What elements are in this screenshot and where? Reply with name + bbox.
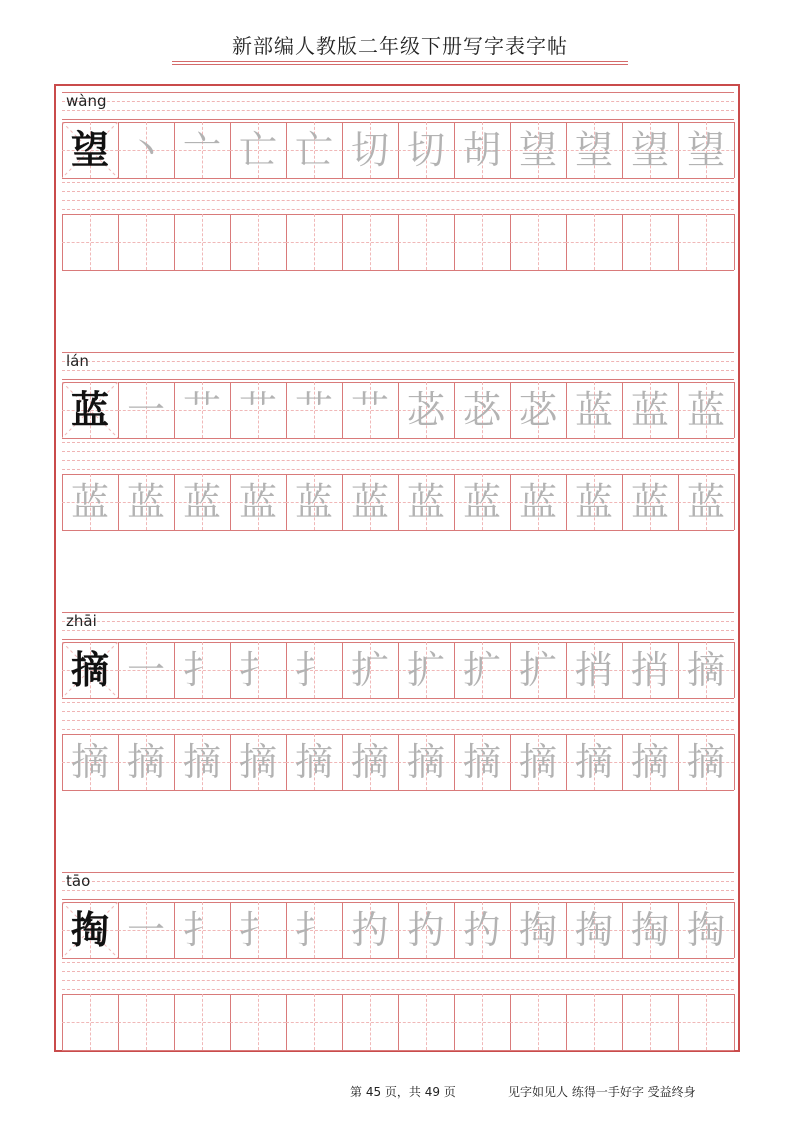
trace-character: 摘 [574,740,613,784]
trace-character [118,994,174,1050]
trace-character [62,214,118,270]
writing-cell[interactable] [566,642,622,698]
guide-line [62,209,734,210]
row-border [62,530,734,531]
trace-character: 一 [126,648,165,692]
writing-cell[interactable] [678,382,734,438]
writing-cell[interactable] [286,474,342,530]
trace-character: 蓝 [574,480,613,524]
trace-character: 捎 [574,648,613,692]
trace-character: 艹 [294,388,333,432]
guide-line [62,460,734,461]
writing-cell[interactable] [62,214,118,270]
writing-cell[interactable] [230,474,286,530]
writing-cell[interactable] [510,214,566,270]
writing-cell[interactable] [678,734,734,790]
writing-cell[interactable] [566,214,622,270]
row-border [62,1050,734,1051]
guide-line [62,711,734,712]
practice-grid [62,92,734,1132]
writing-cell[interactable] [398,642,454,698]
pinyin-guide-line [62,92,734,93]
title-underline-top [172,61,628,62]
trace-character: 摘 [686,740,725,784]
stroke-order-row [62,902,734,958]
writing-cell[interactable] [342,642,398,698]
trace-character: 扚 [350,908,389,952]
trace-character: 亡 [294,128,333,172]
pinyin-label: wàng [66,92,107,110]
writing-cell[interactable] [678,902,734,958]
writing-cell[interactable] [342,382,398,438]
row-border [62,270,734,271]
writing-cell[interactable] [454,734,510,790]
trace-character [286,994,342,1050]
guide-line [62,451,734,452]
trace-character: 捎 [630,648,669,692]
trace-character: 摘 [126,740,165,784]
trace-character: 蓝 [350,480,389,524]
model-character: 掏 [70,907,109,952]
trace-character: 望 [630,128,669,172]
writing-cell[interactable] [286,382,342,438]
writing-cell[interactable] [454,214,510,270]
trace-character: 扚 [462,908,501,952]
trace-character: 扌 [182,648,221,692]
writing-cell[interactable] [286,214,342,270]
writing-cell[interactable] [622,902,678,958]
writing-cell[interactable] [454,902,510,958]
writing-cell[interactable] [342,734,398,790]
writing-cell[interactable] [342,122,398,178]
writing-cell[interactable] [286,734,342,790]
row-border [62,790,734,791]
writing-cell[interactable] [118,994,174,1050]
pinyin-guide-line [62,101,734,102]
writing-cell[interactable] [174,122,230,178]
trace-character: 摘 [518,740,557,784]
writing-cell[interactable] [174,994,230,1050]
writing-cell[interactable] [230,382,286,438]
writing-cell[interactable] [118,902,174,958]
spacer-band [62,182,734,210]
model-character: 摘 [70,647,109,692]
trace-character [454,994,510,1050]
trace-character: 扌 [238,648,277,692]
trace-character: 摘 [462,740,501,784]
trace-character: 蓝 [126,480,165,524]
trace-character: 扌 [238,908,277,952]
writing-cell[interactable] [62,122,118,178]
writing-cell[interactable] [62,902,118,958]
writing-cell[interactable] [62,642,118,698]
writing-cell[interactable] [174,642,230,698]
pinyin-guide-line [62,379,734,380]
character-block [62,612,734,872]
trace-character: 蓝 [574,388,613,432]
row-border [62,958,734,959]
trace-character [510,994,566,1050]
trace-character: 扌 [294,648,333,692]
trace-character: 苾 [406,388,445,432]
trace-character: 蓝 [686,480,725,524]
cell-border [734,474,735,530]
cell-border [734,902,735,958]
trace-character: 摘 [686,648,725,692]
trace-character [566,994,622,1050]
writing-cell[interactable] [678,214,734,270]
writing-cell[interactable] [62,474,118,530]
trace-character: 望 [686,128,725,172]
practice-row [62,214,734,270]
writing-cell[interactable] [230,214,286,270]
title-underline-bottom [172,64,628,65]
trace-character: 掏 [574,908,613,952]
stroke-order-row [62,382,734,438]
footer-slogan: 见字如见人 练得一手好字 受益终身 [508,1085,696,1099]
trace-character: 蓝 [182,480,221,524]
trace-character: 蓝 [294,480,333,524]
writing-cell[interactable] [342,474,398,530]
pinyin-guide-line [62,352,734,353]
trace-character: 摘 [238,740,277,784]
trace-character: 摘 [182,740,221,784]
writing-cell[interactable] [510,382,566,438]
page-number: 第 45 页，共 49 页 [350,1085,456,1099]
writing-cell[interactable] [174,474,230,530]
trace-character [398,214,454,270]
writing-cell[interactable] [510,122,566,178]
writing-cell[interactable] [174,382,230,438]
trace-character: 摘 [350,740,389,784]
writing-cell[interactable] [454,642,510,698]
trace-character: 蓝 [70,480,109,524]
trace-character [398,994,454,1050]
trace-character: 蓝 [630,388,669,432]
spacer-band [62,442,734,470]
writing-cell[interactable] [286,122,342,178]
trace-character: 切 [350,128,389,172]
pinyin-guide-line [62,621,734,622]
trace-character [286,214,342,270]
trace-character: 摘 [70,740,109,784]
writing-cell[interactable] [510,902,566,958]
trace-character [510,214,566,270]
row-border [62,698,734,699]
writing-cell[interactable] [342,902,398,958]
writing-cell[interactable] [398,214,454,270]
row-border [62,178,734,179]
trace-character [454,214,510,270]
pinyin-band [62,872,734,900]
writing-cell[interactable] [510,734,566,790]
character-block [62,92,734,352]
character-block [62,352,734,612]
model-character: 蓝 [70,387,109,432]
guide-line [62,720,734,721]
trace-character: 摘 [294,740,333,784]
cell-border [734,122,735,178]
writing-cell[interactable] [622,734,678,790]
practice-row [62,474,734,530]
trace-character: 蓝 [238,480,277,524]
cell-border [734,994,735,1050]
writing-cell[interactable] [286,902,342,958]
trace-character: 扩 [350,648,389,692]
trace-character [678,214,734,270]
trace-character [174,214,230,270]
spacer-band [62,962,734,990]
trace-character: 苾 [518,388,557,432]
practice-row [62,734,734,790]
writing-cell[interactable] [622,382,678,438]
trace-character: 艹 [182,388,221,432]
writing-cell[interactable] [454,994,510,1050]
writing-cell[interactable] [566,474,622,530]
trace-character: 亡 [238,128,277,172]
writing-cell[interactable] [678,642,734,698]
writing-cell[interactable] [118,214,174,270]
writing-cell[interactable] [454,382,510,438]
trace-character: 扩 [406,648,445,692]
guide-line [62,729,734,730]
trace-character [566,214,622,270]
stroke-order-row [62,642,734,698]
writing-cell[interactable] [118,382,174,438]
pinyin-band [62,352,734,380]
writing-cell[interactable] [118,474,174,530]
pinyin-guide-line [62,370,734,371]
guide-line [62,200,734,201]
guide-line [62,989,734,990]
trace-character: 蓝 [518,480,557,524]
guide-line [62,980,734,981]
spacer-band [62,702,734,730]
pinyin-label: zhāi [66,612,97,630]
guide-line [62,191,734,192]
writing-cell[interactable] [174,734,230,790]
writing-cell[interactable] [678,994,734,1050]
writing-cell[interactable] [678,122,734,178]
trace-character: 望 [574,128,613,172]
page-title: 新部编人教版二年级下册写字表字帖 [232,34,568,58]
writing-cell[interactable] [62,994,118,1050]
guide-line [62,971,734,972]
guide-line [62,442,734,443]
trace-character [174,994,230,1050]
trace-character: 蓝 [630,480,669,524]
pinyin-guide-line [62,872,734,873]
writing-cell[interactable] [566,902,622,958]
guide-line [62,702,734,703]
trace-character: 蓝 [406,480,445,524]
trace-character: 艹 [350,388,389,432]
writing-cell[interactable] [398,122,454,178]
writing-cell[interactable] [510,642,566,698]
trace-character: 扩 [518,648,557,692]
pinyin-guide-line [62,639,734,640]
trace-character: 掏 [686,908,725,952]
trace-character: 掏 [518,908,557,952]
writing-cell[interactable] [398,902,454,958]
writing-cell[interactable] [678,474,734,530]
writing-cell[interactable] [622,214,678,270]
writing-cell[interactable] [230,734,286,790]
writing-cell[interactable] [174,902,230,958]
writing-cell[interactable] [398,994,454,1050]
trace-character [62,994,118,1050]
writing-cell[interactable] [398,734,454,790]
writing-cell[interactable] [622,122,678,178]
trace-character: 一 [126,388,165,432]
trace-character [622,994,678,1050]
practice-row [62,994,734,1050]
pinyin-guide-line [62,612,734,613]
writing-cell[interactable] [62,382,118,438]
writing-cell[interactable] [342,994,398,1050]
cell-border [734,214,735,270]
model-character: 望 [70,127,109,172]
writing-cell[interactable] [118,122,174,178]
writing-cell[interactable] [622,994,678,1050]
writing-cell[interactable] [174,214,230,270]
trace-character [622,214,678,270]
writing-cell[interactable] [454,474,510,530]
writing-cell[interactable] [566,994,622,1050]
trace-character: 扌 [182,908,221,952]
writing-cell[interactable] [566,734,622,790]
trace-character [118,214,174,270]
trace-character: 苾 [462,388,501,432]
trace-character [230,214,286,270]
trace-character [342,214,398,270]
guide-line [62,182,734,183]
trace-character: 丶 [126,128,165,172]
writing-cell[interactable] [230,994,286,1050]
trace-character: 摘 [406,740,445,784]
trace-character [230,994,286,1050]
trace-character: 扩 [462,648,501,692]
trace-character: 胡 [462,128,501,172]
writing-cell[interactable] [62,734,118,790]
guide-line [62,962,734,963]
trace-character [342,994,398,1050]
writing-cell[interactable] [510,474,566,530]
pinyin-guide-line [62,110,734,111]
pinyin-band [62,612,734,640]
writing-cell[interactable] [398,474,454,530]
writing-cell[interactable] [454,122,510,178]
trace-character: 掏 [630,908,669,952]
cell-border [734,642,735,698]
pinyin-guide-line [62,881,734,882]
pinyin-guide-line [62,119,734,120]
trace-character: 蓝 [462,480,501,524]
guide-line [62,469,734,470]
cell-border [734,734,735,790]
writing-cell[interactable] [622,474,678,530]
writing-cell[interactable] [510,994,566,1050]
pinyin-band [62,92,734,120]
trace-character: 切 [406,128,445,172]
trace-character: 扚 [406,908,445,952]
pinyin-label: lán [66,352,89,370]
writing-cell[interactable] [118,734,174,790]
trace-character: 亠 [182,128,221,172]
writing-cell[interactable] [342,214,398,270]
trace-character: 摘 [630,740,669,784]
pinyin-guide-line [62,361,734,362]
trace-character: 扌 [294,908,333,952]
writing-cell[interactable] [230,122,286,178]
writing-cell[interactable] [230,642,286,698]
writing-cell[interactable] [566,382,622,438]
pinyin-guide-line [62,899,734,900]
trace-character: 望 [518,128,557,172]
trace-character [678,994,734,1050]
writing-cell[interactable] [398,382,454,438]
stroke-order-row [62,122,734,178]
trace-character: 艹 [238,388,277,432]
writing-cell[interactable] [622,642,678,698]
writing-cell[interactable] [286,994,342,1050]
pinyin-label: tāo [66,872,91,890]
row-border [62,438,734,439]
writing-cell[interactable] [230,902,286,958]
writing-cell[interactable] [118,642,174,698]
writing-cell[interactable] [566,122,622,178]
trace-character: 一 [126,908,165,952]
pinyin-guide-line [62,890,734,891]
trace-character: 蓝 [686,388,725,432]
cell-border [734,382,735,438]
writing-cell[interactable] [286,642,342,698]
pinyin-guide-line [62,630,734,631]
